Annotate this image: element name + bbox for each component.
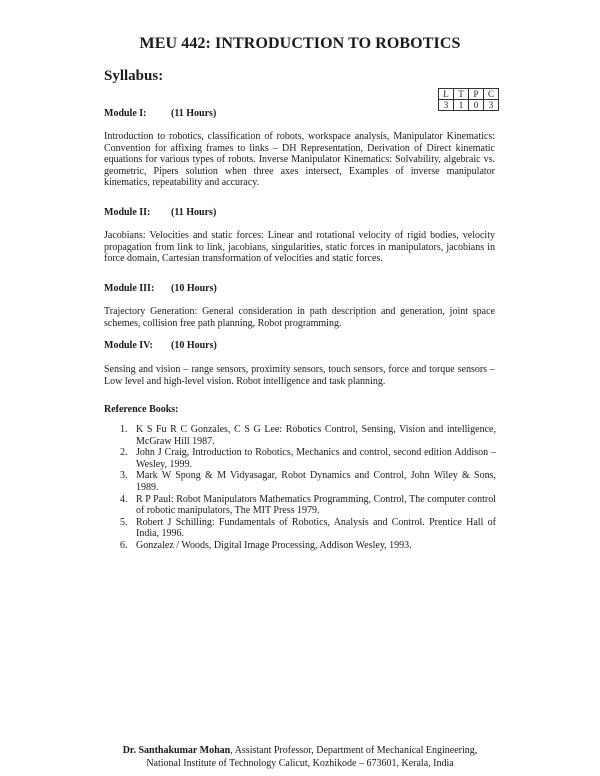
footer-line-1 [0, 744, 600, 757]
reference-text: John J Craig, Introduction to Robotics, Mechanics and control, second edition Addison – Wesley, 1999. [136, 447, 496, 470]
ltpc-value-p: 0 [469, 100, 484, 111]
reference-item [116, 447, 496, 470]
ltpc-header-l: L [439, 89, 454, 100]
reference-number: 1. [120, 424, 128, 435]
reference-text: R P Paul: Robot Manipulators Mathematics Programming, Control, The computer control of robotic manipulators, The MIT Press 1979. [136, 493, 496, 517]
reference-number: 6. [120, 539, 128, 551]
module-4-heading [104, 340, 217, 351]
page-footer [0, 744, 600, 770]
author-name: Dr. Santhakumar Mohan [122, 745, 231, 756]
syllabus-heading: Syllabus: [104, 68, 164, 84]
module-3-text: Trajectory Generation: General consideration in path description and generation, joint space schemes, collision free path planning, Robot programming. [104, 306, 495, 329]
module-1-heading [104, 108, 217, 119]
reference-number: 4. [120, 493, 128, 505]
page-title: MEU 442: INTRODUCTION TO ROBOTICS [139, 35, 461, 52]
reference-text: K S Fu R C Gonzales, C S G Lee: Robotics Control, Sensing, Vision and intelligence, McGraw Hill 1987. [136, 424, 496, 447]
ltpc-header-c: C [484, 89, 499, 100]
ltpc-value-l: 3 [439, 100, 454, 111]
references-list [116, 424, 496, 552]
ltpc-header-p: P [469, 89, 484, 100]
references-heading: Reference Books: [104, 404, 179, 415]
reference-item [116, 494, 496, 517]
module-2-hours: (11 Hours) [171, 207, 217, 218]
ltpc-header-row [439, 89, 499, 100]
module-4-hours: (10 Hours) [171, 340, 217, 351]
reference-text: Robert J Schilling: Fundamentals of Robotics, Analysis and Control. Prentice Hall of India, 1996. [136, 516, 496, 540]
reference-number: 5. [120, 516, 128, 528]
ltpc-header-t: T [454, 89, 469, 100]
footer-line-2: National Institute of Technology Calicut, Kozhikode – 673601, Kerala, India [146, 758, 454, 769]
reference-number: 3. [120, 470, 128, 482]
ltpc-value-t: 1 [454, 100, 469, 111]
module-1-text: Introduction to robotics, classification of robots, workspace analysis, Manipulator Kinematics: Convention for affixing frames to links – DH Representation, Derivation of Direct kinematic equations for various types of robots. Inverse Manipulator Kinematics: Solvability, algebraic vs. geometric, Pipers solution when three axes intersect, Examples of inverse manipulator kinematics, repeatability and accuracy. [104, 131, 495, 189]
ltpc-value-c: 3 [484, 100, 499, 111]
ltpc-value-row [439, 100, 499, 111]
reference-item [116, 470, 496, 493]
module-3-hours: (10 Hours) [171, 283, 217, 294]
module-3-heading [104, 283, 217, 294]
reference-text: Gonzalez / Woods, Digital Image Processing, Addison Wesley, 1993. [136, 539, 412, 551]
reference-item [116, 424, 496, 447]
module-2-label: Module II: [104, 207, 151, 218]
reference-item [116, 517, 496, 540]
module-2-heading [104, 207, 217, 218]
reference-item [116, 540, 496, 552]
module-1-hours: (11 Hours) [171, 108, 217, 119]
module-3-label: Module III: [104, 283, 155, 294]
reference-number: 2. [120, 447, 128, 459]
module-2-text: Jacobians: Velocities and static forces: Linear and rotational velocity of rigid bodies, velocity propagation from link to link, jacobians, singularities, static forces in manipulators, jacobians in force domain, Cartesian transformation of velocities and static forces. [104, 230, 495, 265]
module-4-label: Module IV: [104, 340, 153, 351]
author-affiliation: , Assistant Professor, Department of Mechanical Engineering, [230, 745, 478, 756]
module-1-label: Module I: [104, 108, 147, 119]
module-4-text: Sensing and vision – range sensors, proximity sensors, touch sensors, force and torque sensors – Low level and high-level vision. Robot intelligence and task planning. [104, 364, 495, 387]
ltpc-table [438, 88, 499, 111]
reference-text: Mark W Spong & M Vidyasagar, Robot Dynamics and Control, John Wiley & Sons, 1989. [136, 470, 496, 493]
